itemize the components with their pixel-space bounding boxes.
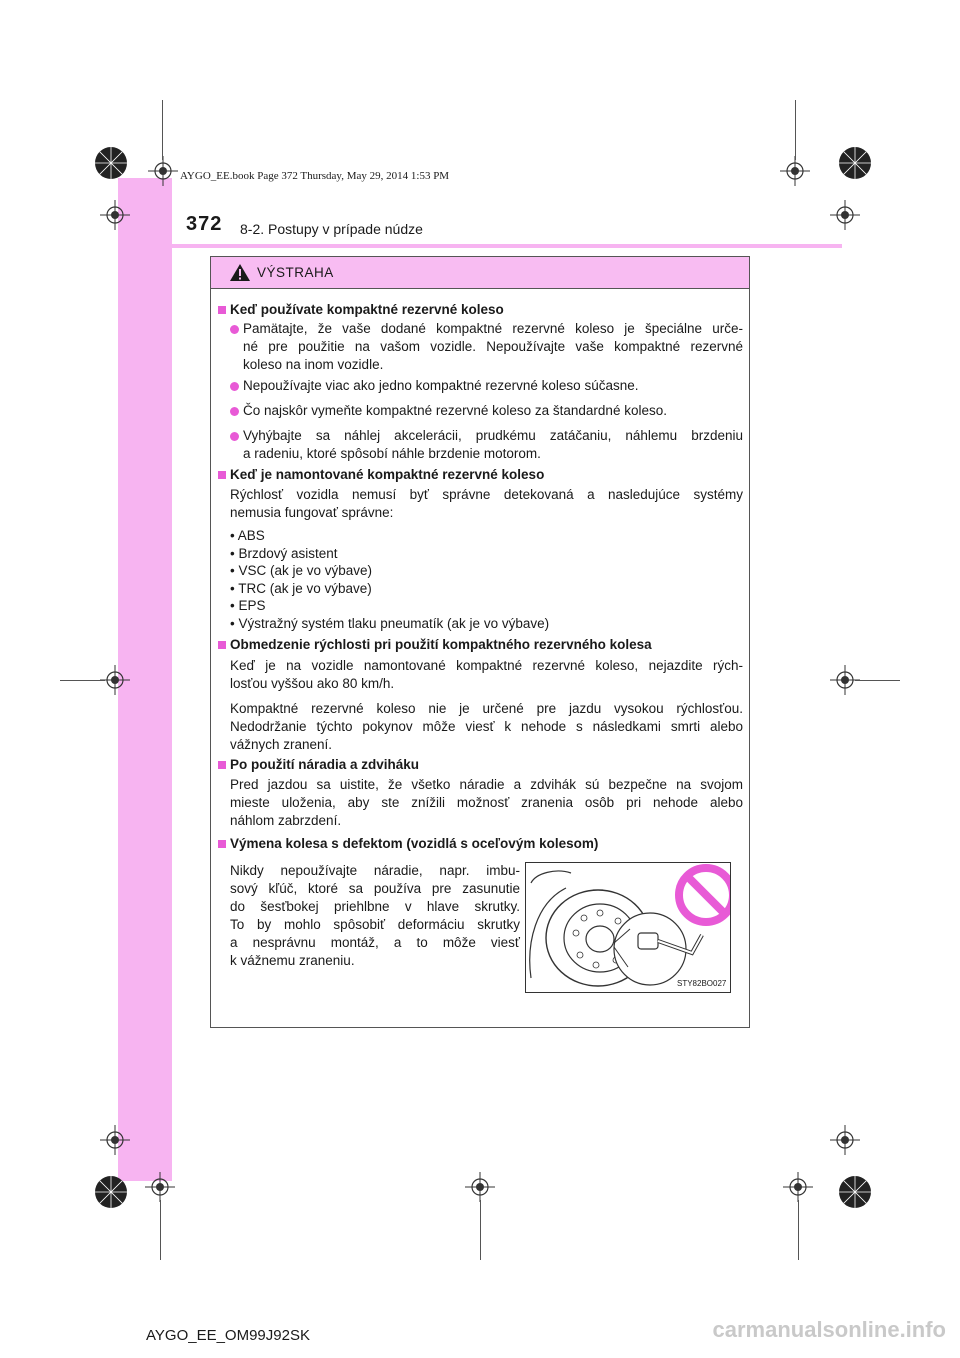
crop-line — [60, 680, 105, 681]
registration-mark-icon — [148, 156, 178, 186]
header-rule — [118, 244, 842, 248]
crop-line — [160, 1200, 161, 1260]
warning-header — [211, 257, 749, 289]
registration-mark-icon — [830, 1125, 860, 1155]
square-bullet-icon — [218, 761, 226, 769]
paragraph: Vyhýbajte sa náhlej akcelerácii, prudkému zatáčaniu, náhlemu brzdeniu a radeniu, ktoré spôsobí náhle brzdenie motorom. — [243, 428, 743, 461]
section-heading: Obmedzenie rýchlosti pri použití kompaktného rezervného kolesa — [230, 637, 652, 652]
registration-mark-icon — [100, 1125, 130, 1155]
paragraph: Čo najskôr vymeňte kompaktné rezervné koleso za štandardné koleso. — [243, 403, 667, 418]
list-item: • VSC (ak je vo výbave) — [230, 563, 373, 579]
list-item: • TRC (ak je vo výbave) — [230, 580, 372, 596]
square-bullet-icon — [218, 840, 226, 848]
paragraph: Rýchlosť vozidla nemusí byť správne detekovaná a nasledujúce systémy nemusia fungovať správne: — [230, 487, 743, 520]
watermark: carmanualsonline.info — [712, 1317, 946, 1342]
registration-mark-icon — [145, 1172, 175, 1202]
registration-mark-icon — [100, 200, 130, 230]
starburst-mark-icon — [838, 1175, 872, 1209]
round-bullet-icon — [230, 432, 239, 441]
section-heading: Výmena kolesa s defektom (vozidlá s oceľovým kolesom) — [230, 836, 599, 851]
round-bullet-icon — [230, 325, 239, 334]
section-heading: Keď používate kompaktné rezervné koleso — [230, 302, 504, 317]
list-item: • Brzdový asistent — [230, 545, 338, 561]
system-list — [230, 527, 549, 633]
starburst-mark-icon — [94, 146, 128, 180]
square-bullet-icon — [218, 471, 226, 479]
section-heading: Keď je namontované kompaktné rezervné koleso — [230, 467, 545, 482]
registration-mark-icon — [465, 1172, 495, 1202]
section-heading: Po použití náradia a zdviháku — [230, 757, 420, 772]
starburst-mark-icon — [94, 1175, 128, 1209]
paragraph: Kompaktné rezervné koleso nie je určené pre jazdu vysokou rýchlosťou. Nedodržanie týchto pokynov môže viesť k nehode s následkami smrti alebo vážnych zranení. — [230, 701, 743, 752]
list-item: • Výstražný systém tlaku pneumatík (ak je vo výbave) — [230, 615, 550, 631]
wheel-wrench-drawing — [526, 863, 730, 992]
file-stamp: AYGO_EE.book Page 372 Thursday, May 29, 2014 1:53 PM — [180, 170, 450, 182]
square-bullet-icon — [218, 306, 226, 314]
illustration-code: STY82BO027 — [677, 979, 727, 988]
wheel-illustration — [525, 862, 731, 993]
square-bullet-icon — [218, 641, 226, 649]
registration-mark-icon — [783, 1172, 813, 1202]
warning-triangle-icon — [229, 263, 251, 282]
round-bullet-icon — [230, 407, 239, 416]
section-title: 8-2. Postupy v prípade núdze — [240, 221, 423, 237]
crop-line — [798, 1200, 799, 1260]
footer-code: AYGO_EE_OM99J92SK — [146, 1327, 310, 1344]
crop-line — [855, 680, 900, 681]
warning-title: VÝSTRAHA — [257, 265, 334, 280]
list-item: • EPS — [230, 598, 266, 614]
paragraph: Pamätajte, že vaše dodané kompaktné rezervné koleso je špeciálne urče- né pre použitie na vašom vozidle. Nepoužívajte vaše kompaktné rezervné koleso na inom vozidle. — [243, 321, 743, 372]
page-number: 372 — [186, 213, 223, 235]
list-item: • ABS — [230, 528, 265, 543]
paragraph: Nepoužívajte viac ako jedno kompaktné rezervné koleso súčasne. — [243, 378, 639, 393]
round-bullet-icon — [230, 382, 239, 391]
starburst-mark-icon — [838, 146, 872, 180]
registration-mark-icon — [780, 156, 810, 186]
paragraph: Keď je na vozidle namontované kompaktné rezervné koleso, nejazdite rých- losťou vyššou ako 80 km/h. — [230, 658, 743, 691]
paragraph: Nikdy nepoužívajte náradie, napr. imbu- sový kľúč, ktoré sa používa pre zasunutie do šesťbokej priehlbne v hlave skrutky. To by mohlo spôsobiť deformáciu skrutky a nesprávnu montáž, a to môže viesť k vážnemu zraneniu. — [230, 863, 520, 968]
registration-mark-icon — [830, 200, 860, 230]
crop-line — [795, 100, 796, 160]
crop-line — [162, 100, 163, 160]
crop-line — [480, 1200, 481, 1260]
paragraph: Pred jazdou sa uistite, že všetko náradie a zdvihák sú bezpečne na svojom mieste uloženia, aby ste znížili možnosť zranenia osôb pri nehode alebo náhlom zabrzdení. — [230, 777, 743, 828]
